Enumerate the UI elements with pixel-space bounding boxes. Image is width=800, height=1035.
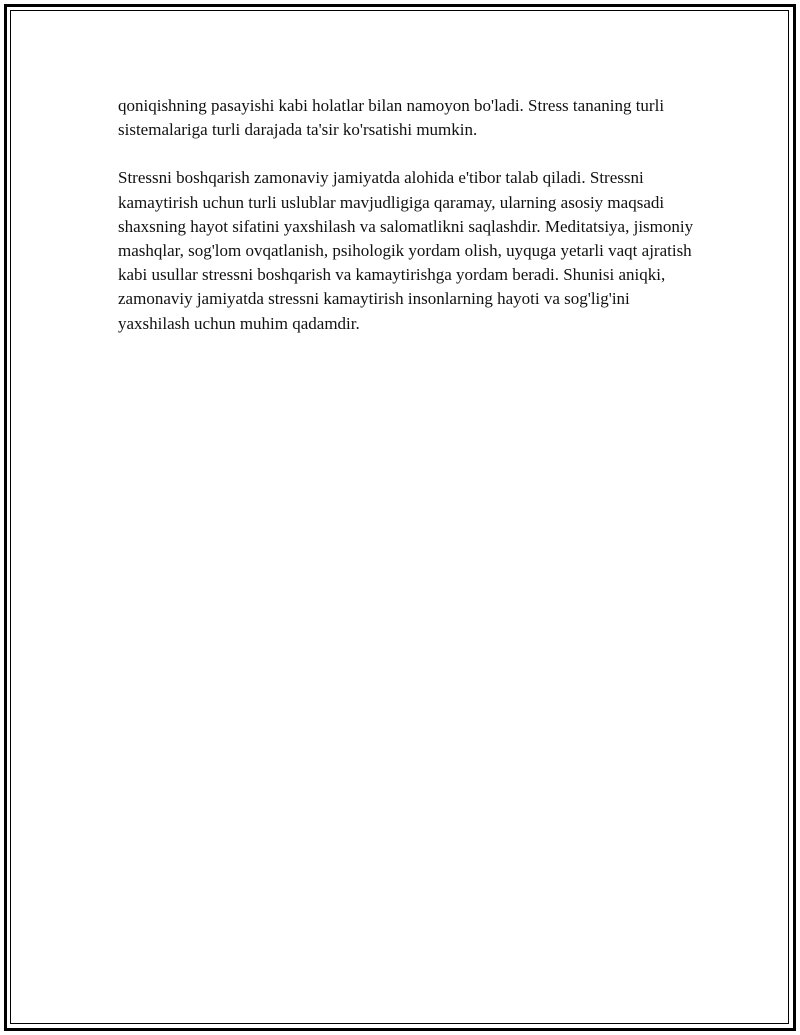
paragraph-2: Stressni boshqarish zamonaviy jamiyatda alohida e'tibor talab qiladi. Stressni kamaytirish uchun turli uslublar mavjudligiga qaramay, ularning asosiy maqsadi shaxsning hayot sifatini yaxshilash va salomatlikni saqlashdir. Meditatsiya, jismoniy mashqlar, sog'lom ovqatlanish, psihologik yordam olish, uyquga yetarli vaqt ajratish kabi usullar stressni boshqarish va kamaytirishga yordam beradi. Shunisi aniqki, zamonaviy jamiyatda stressni kamaytirish insonlarning hayoti va sog'lig'ini yaxshilash uchun muhim qadamdir. <box>118 168 694 333</box>
paragraph-1: qoniqishning pasayishi kabi holatlar bilan namoyon bo'ladi. Stress tananing turli sistemalariga turli darajada ta'sir ko'rsatishi mumkin. <box>118 96 665 140</box>
document-body <box>118 94 698 360</box>
